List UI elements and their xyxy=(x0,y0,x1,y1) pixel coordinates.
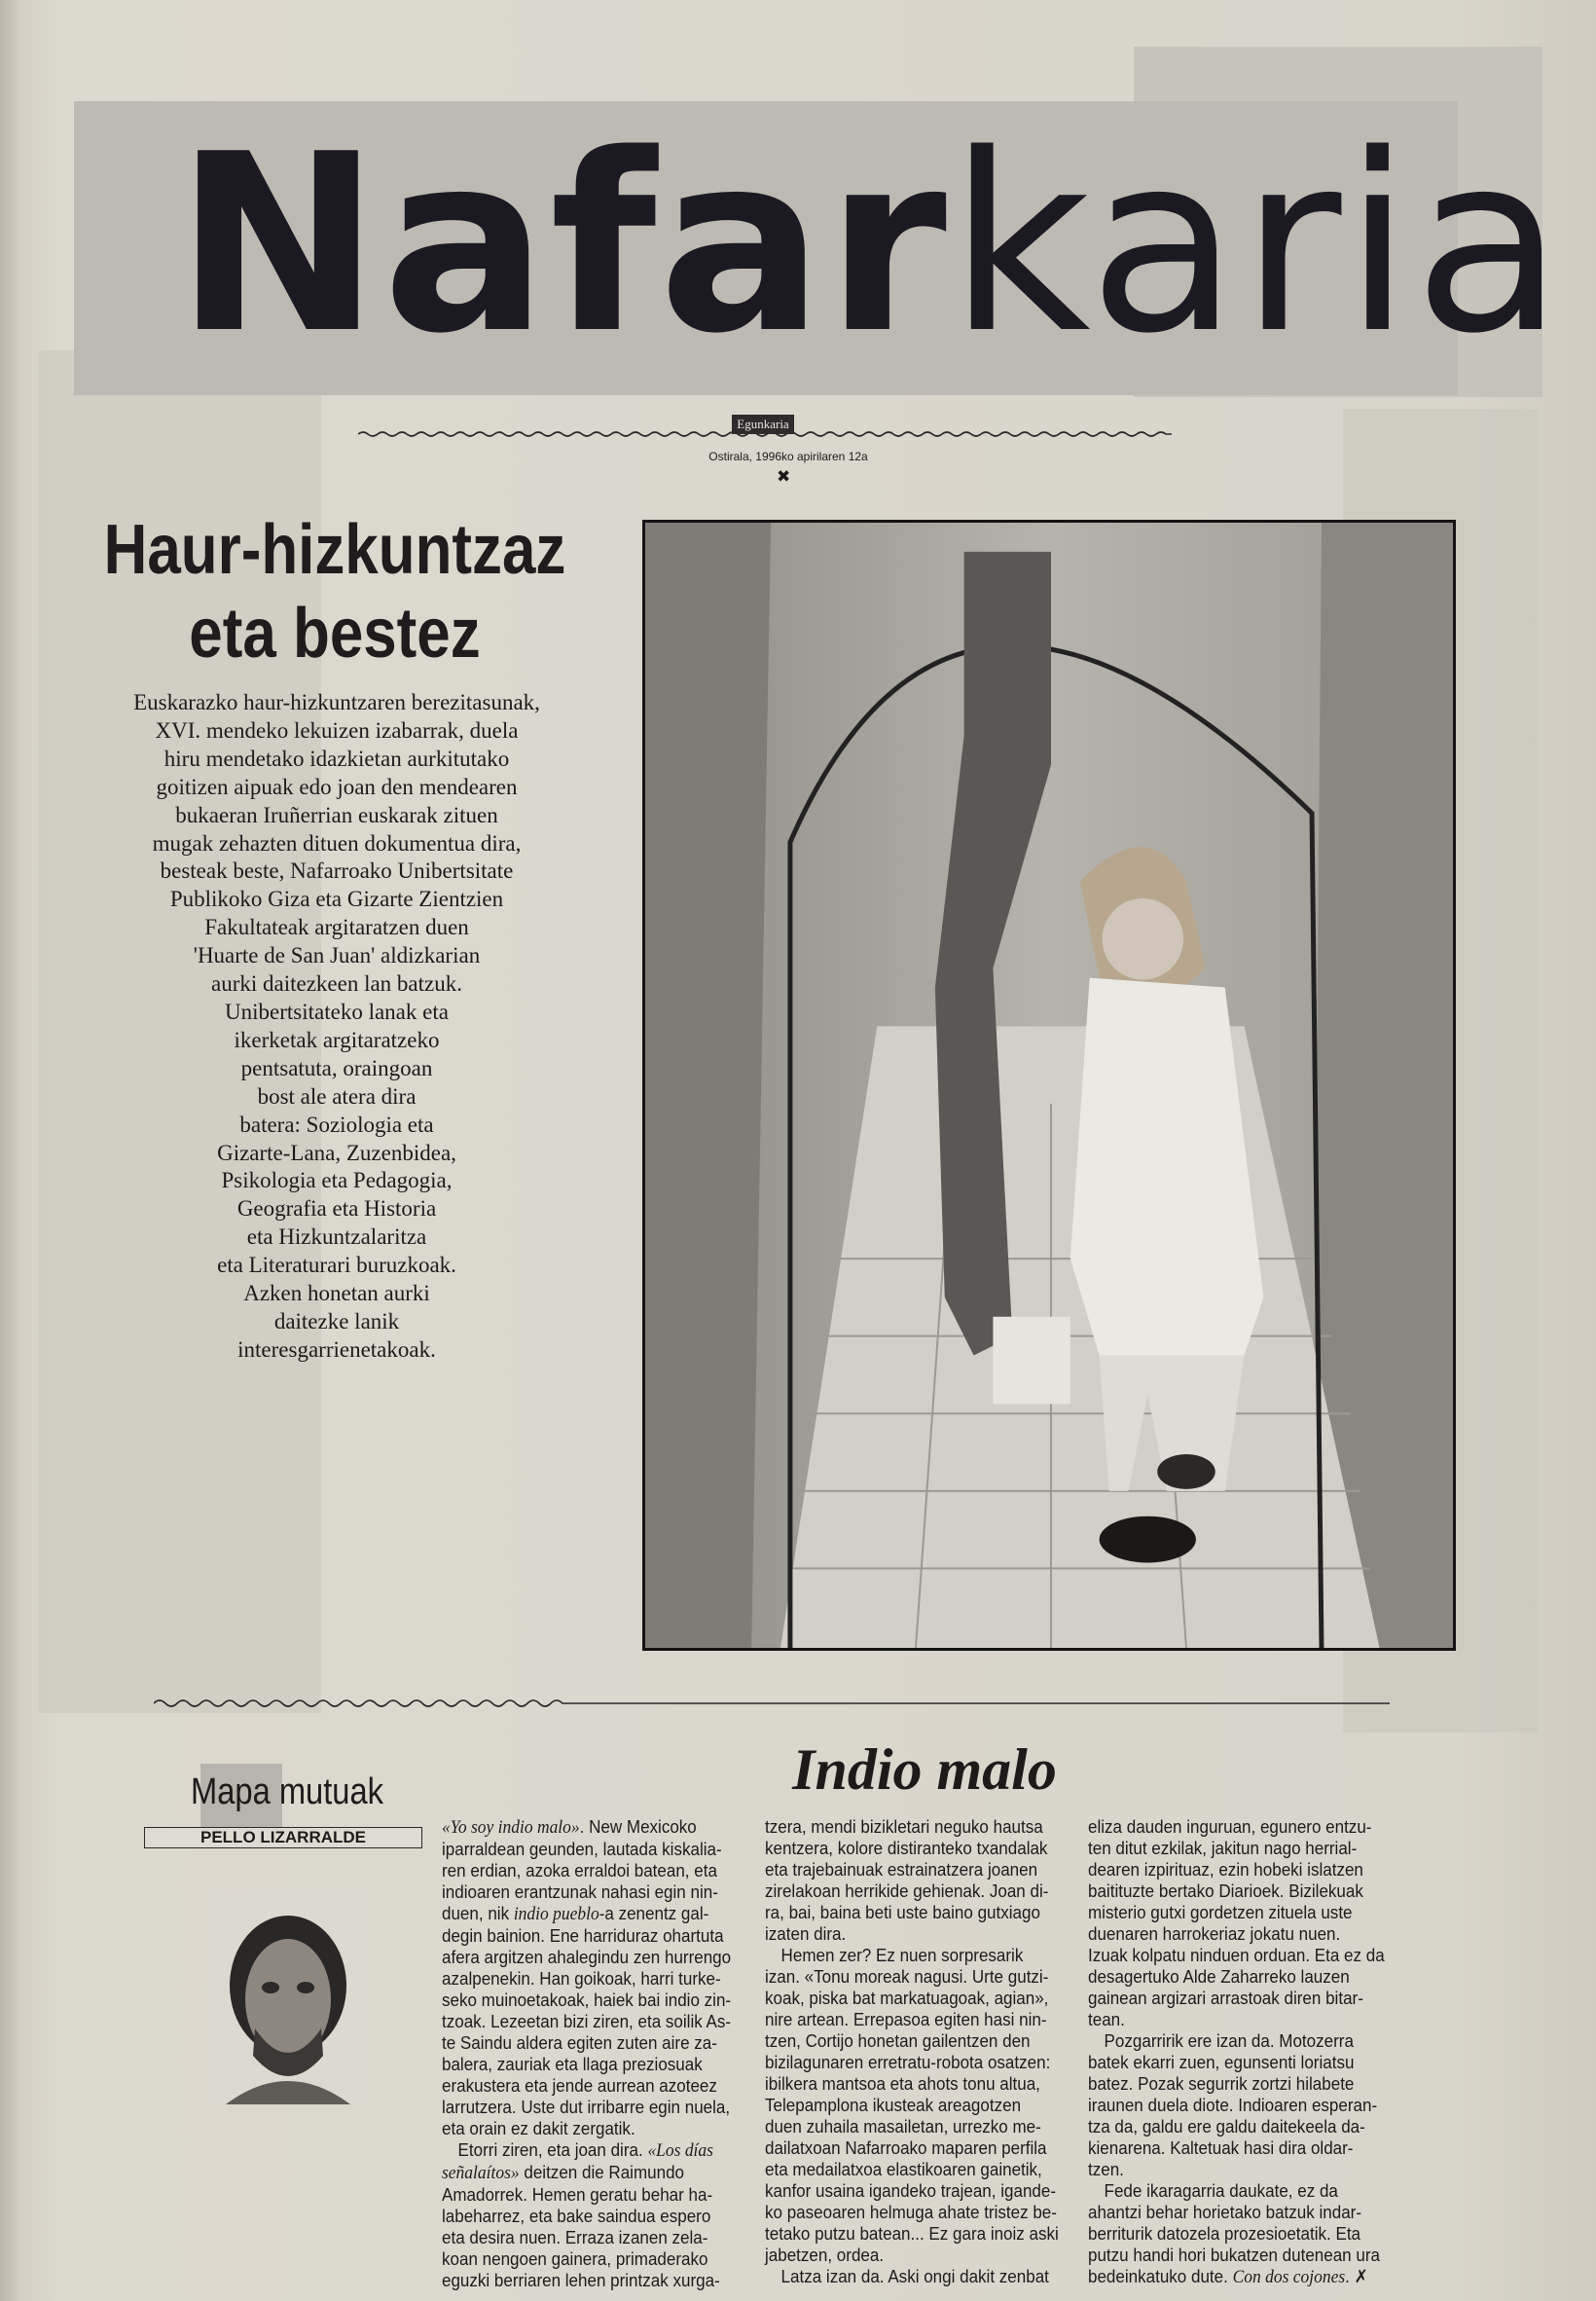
article-line: ko paseoaren helmuga ahate tristez be- xyxy=(765,2202,1057,2222)
article-title: Indio malo xyxy=(792,1737,1057,1802)
article-line: tzen. xyxy=(1088,2159,1124,2179)
ornament-cross-icon: ✖ xyxy=(777,467,791,487)
intro-line: goitizen aipuak edo joan den mendearen xyxy=(156,774,518,799)
article-line: koan nengoen gainera, primaderako xyxy=(442,2248,708,2269)
article-line: Latza izan da. Aski ongi dakit zenbat xyxy=(780,2266,1049,2286)
headline-line-1: Haur-hizkuntzaz xyxy=(103,511,566,589)
article-line: batek ekarri zuen, egunsenti loriatsu xyxy=(1088,2052,1355,2072)
article-column-3 xyxy=(1088,1816,1385,2288)
article-line: jabetzen, ordea. xyxy=(765,2245,885,2265)
article-line: duen, nik indio pueblo-a zenentz gal- xyxy=(442,1903,709,1924)
article-line: labeharrez, eta bake saindua espero xyxy=(442,2206,711,2226)
article-line: «Yo soy indio malo». New Mexicoko xyxy=(442,1816,697,1838)
article-line: tzera, mendi bizikletari neguko hautsa xyxy=(765,1816,1043,1837)
section-title: Mapa mutuak xyxy=(190,1771,383,1812)
author-byline: PELLO LIZARRALDE xyxy=(144,1827,422,1848)
intro-line: pentsatuta, oraingoan xyxy=(240,1055,433,1080)
intro-line: daitezke lanik xyxy=(273,1308,400,1333)
feature-headline xyxy=(100,508,569,676)
dateline: Ostirala, 1996ko apirilaren 12a xyxy=(708,450,868,463)
photo-illustration xyxy=(645,523,1453,1648)
intro-line: aurki daitezkeen lan batzuk. xyxy=(211,971,462,997)
article-line: eta orain ez dakit zergatik. xyxy=(442,2118,635,2138)
intro-line: Psikologia eta Pedagogia, xyxy=(221,1168,453,1193)
article-line: izan. «Tonu moreak nagusi. Urte gutzi- xyxy=(765,1966,1049,1987)
article-column-2 xyxy=(765,1816,1059,2287)
article-line: iparraldean geunden, lautada kiskalia- xyxy=(442,1839,722,1859)
article-line: duen zuhaila masailetan, urrezko me- xyxy=(765,2116,1041,2137)
intro-line: 'Huarte de San Juan' aldizkarian xyxy=(193,943,481,968)
feature-photo xyxy=(642,520,1456,1651)
article-line: eta medailatxoa elastikoaren gainetik, xyxy=(765,2159,1042,2179)
article-line: misterio gutxi gordetzen zituela uste xyxy=(1088,1902,1353,1922)
feature-intro xyxy=(84,689,590,1365)
article-line: tzoak. Lezeetan bizi ziren, eta soilik As- xyxy=(442,2011,732,2031)
intro-line: interesgarrienetakoak. xyxy=(237,1336,436,1362)
article-line: kanfor usaina igandeko trajean, igande- xyxy=(765,2180,1057,2201)
article-line: iraunen duela diote. Indioaren esperan- xyxy=(1088,2095,1378,2115)
intro-line: eta Hizkuntzalaritza xyxy=(246,1224,427,1250)
intro-line: eta Literaturari buruzkoak. xyxy=(217,1253,456,1278)
article-line: Amadorrek. Hemen geratu behar ha- xyxy=(442,2184,713,2205)
article-line: eta desira nuen. Erraza izanen zela- xyxy=(442,2227,708,2247)
article-line: eliza dauden inguruan, egunero entzu- xyxy=(1088,1816,1372,1837)
article-line: afera argitzen ahalegindu zen hurrengo xyxy=(442,1947,732,1967)
article-line: azalpenekin. Han goikoak, harri turke- xyxy=(442,1968,721,1989)
section-rule xyxy=(154,1698,1390,1709)
author-portrait xyxy=(206,1892,370,2104)
brand-logo: Egunkaria xyxy=(732,415,794,434)
article-line: batez. Pozak segurrik zortzi hilabete xyxy=(1088,2073,1355,2094)
intro-line: Publikoko Giza eta Gizarte Zientzien xyxy=(169,887,504,912)
article-line: Pozgarririk ere izan da. Motozerra xyxy=(1104,2030,1354,2051)
article-line: erakustera eta jende aurrean azoteez xyxy=(442,2075,717,2096)
article-line: indioaren erantzunak nahasi egin nin- xyxy=(442,1881,718,1902)
intro-line: Unibertsitateko lanak eta xyxy=(225,999,449,1024)
intro-line: Euskarazko haur-hizkuntzaren berezitasunak, xyxy=(133,690,540,714)
article-line: duenaren harrokeriaz jokatu nuen. xyxy=(1088,1923,1341,1944)
article-line: te Saindu aldera egiten zuten aire za- xyxy=(442,2032,717,2053)
intro-line: mugak zehazten dituen dokumentua dira, xyxy=(152,830,522,856)
article-line: tean. xyxy=(1088,2009,1125,2029)
article-line: nire artean. Errepasoa egiten hasi nin- xyxy=(765,2009,1047,2029)
article-line: baitituzte bertako Diarioek. Bizilekuak xyxy=(1088,1881,1363,1901)
article-line: larrutzera. Uste dut irribarre egin nuela, xyxy=(442,2097,731,2117)
article-line: Hemen zer? Ez nuen sorpresarik xyxy=(780,1945,1024,1965)
intro-line: bost ale atera dira xyxy=(257,1083,417,1109)
article-line: desagertuko Alde Zaharreko lauzen xyxy=(1088,1966,1350,1987)
masthead-title xyxy=(175,102,1566,387)
article-line: kentzera, kolore distiranteko txandalak xyxy=(765,1838,1048,1858)
intro-line: hiru mendetako idazkietan aurkitutako xyxy=(163,746,510,771)
article-line: tzen, Cortijo honetan gailentzen den xyxy=(765,2030,1031,2051)
intro-line: Azken honetan aurki xyxy=(243,1281,430,1306)
article-line: berriturik datozela prozesioetatik. Eta xyxy=(1088,2223,1361,2244)
intro-line: ikerketak argitaratzeko xyxy=(234,1027,440,1052)
article-line: gainean argizari arrastoak diren bitar- xyxy=(1088,1988,1363,2008)
article-line: Telepamplona ikusteak areagotzen xyxy=(765,2095,1022,2115)
article-line: tetako putzu batean... Ez gara inoiz aski xyxy=(765,2223,1059,2244)
intro-line: bukaeran Iruñerrian euskarak zituen xyxy=(175,802,498,827)
intro-line: Gizarte-Lana, Zuzenbidea, xyxy=(217,1140,456,1165)
article-line: balera, zauriak eta llaga preziosuak xyxy=(442,2054,703,2074)
intro-line: batera: Soziologia eta xyxy=(239,1112,434,1137)
article-column-1 xyxy=(442,1816,732,2291)
article-line: koak, piska bat markatuagoak, agian», xyxy=(765,1988,1049,2008)
article-line: eta trajebainuak estrainatzera joanen xyxy=(765,1859,1038,1880)
article-line: izaten dira. xyxy=(765,1923,847,1944)
article-line: ren erdian, azoka erraldoi batean, eta xyxy=(442,1860,717,1881)
article-line: kienarena. Kaltetuak hasi dira oldar- xyxy=(1088,2137,1354,2158)
headline-line-2: eta bestez xyxy=(189,595,481,673)
article-line: putzu handi hori bukatzen dutenean ura xyxy=(1088,2245,1380,2265)
article-line: ten ditut ezkilak, jakitun nago herrial- xyxy=(1088,1838,1358,1858)
article-line: Fede ikaragarria daukate, ez da xyxy=(1104,2180,1338,2201)
article-line: tza da, galdu ere galdu daitekeela da- xyxy=(1088,2116,1365,2137)
intro-line: besteak beste, Nafarroako Unibertsitate xyxy=(160,858,514,884)
article-line: bedeinkatuko dute. Con dos cojones. ✗ xyxy=(1088,2266,1368,2287)
article-line: bizilagunaren erretratu-robota osatzen: xyxy=(765,2052,1051,2072)
article-line: eguzki berriaren lehen printzak xurga- xyxy=(442,2270,720,2290)
article-line: degin bainion. Ene harriduraz ohartuta xyxy=(442,1925,724,1946)
intro-line: Fakultateak argitaratzen duen xyxy=(204,915,469,940)
article-line: Izuak kolpatu ninduen orduan. Eta ez da xyxy=(1088,1945,1385,1965)
portrait-illustration xyxy=(206,1892,370,2104)
article-line: señalaítos» deitzen die Raimundo xyxy=(442,2162,685,2183)
article-line: Etorri ziren, eta joan dira. «Los días xyxy=(457,2139,713,2161)
article-line: ahantzi behar horietako batzuk indar- xyxy=(1088,2202,1362,2222)
article-line: seko muinoetakoak, haiek bai indio zin- xyxy=(442,1990,732,2010)
article-line: zirelakoan herrikide gehienak. Joan di- xyxy=(765,1881,1049,1901)
masthead-part1: Nafar xyxy=(175,102,949,387)
article-line: dearen izpirituaz, ezin hobeki islatzen xyxy=(1088,1859,1363,1880)
intro-line: XVI. mendeko lekuizen izabarrak, duela xyxy=(155,717,519,743)
intro-line: Geografia eta Historia xyxy=(236,1196,437,1222)
article-line: ra, bai, baina beti uste baino gutxiago xyxy=(765,1902,1040,1922)
article-line: ibilkera mantsoa eta ahots tonu altua, xyxy=(765,2073,1040,2094)
masthead-part2: karia xyxy=(948,102,1566,387)
article-line: dailatxoan Nafarroako maparen perfila xyxy=(765,2137,1047,2158)
